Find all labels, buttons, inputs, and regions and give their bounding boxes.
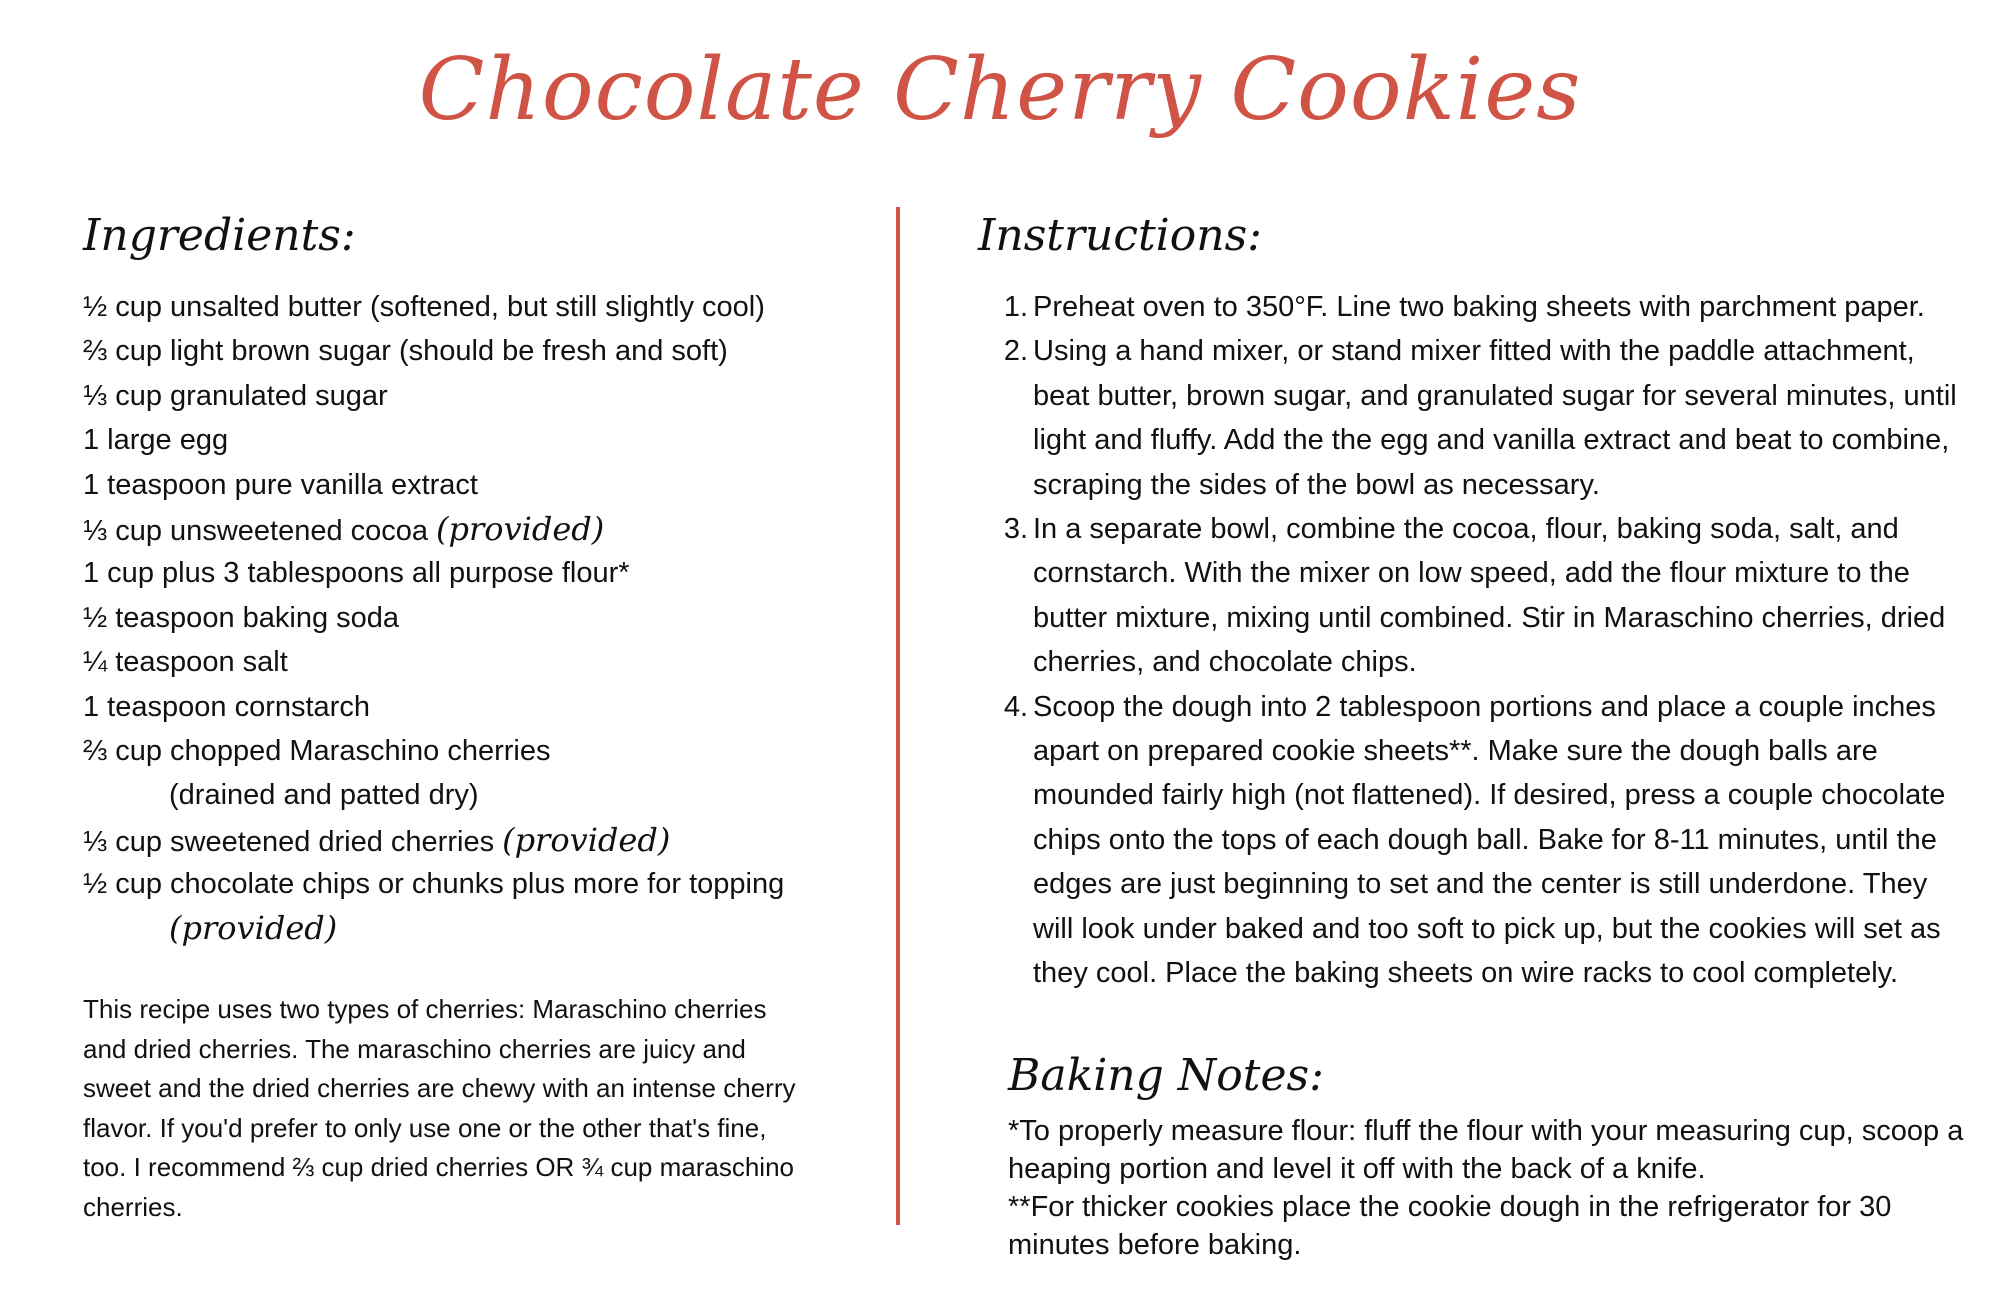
column-divider — [896, 207, 900, 1225]
instruction-step — [990, 285, 1960, 329]
step-number: 3. — [1003, 513, 1028, 546]
instructions-heading: Instructions: — [978, 210, 1262, 261]
baking-note: **For thicker cookies place the cookie dough in the refrigerator for 30 minutes before baking. — [1008, 1191, 1892, 1261]
ingredient-item: ⅔ cup light brown sugar (should be fresh and soft) — [83, 335, 728, 368]
ingredient-item: ½ cup unsalted butter (softened, but still slightly cool) — [83, 291, 765, 323]
baking-notes-heading: Baking Notes: — [1008, 1050, 1324, 1101]
provided-note: (provided) — [169, 909, 338, 948]
ingredient-item: ⅓ cup unsweetened cocoa (provided) — [83, 509, 605, 548]
ingredients-heading: Ingredients: — [83, 210, 356, 261]
ingredient-item-continued — [83, 906, 784, 950]
step-text: Scoop the dough into 2 tablespoon portions and place a couple inches apart on prepared cookie sheets**. Make sure the dough balls are mounded fairly high (not flattened). If desired, press a couple chocolate chips onto the tops of each dough ball. Bake for 8-11 minutes, until the edges are just beginning to set and the center is still underdone. They will look under baked and too soft to pick up, but the cookies will set as they cool. Place the baking sheets on wire racks to cool completely. — [1033, 690, 1946, 990]
ingredient-item: 1 large egg — [83, 424, 229, 457]
ingredient-item: ¼ teaspoon salt — [83, 646, 288, 679]
ingredient-item: ⅔ cup chopped Maraschino cherries — [83, 734, 551, 767]
step-text: In a separate bowl, combine the cocoa, flour, baking soda, salt, and cornstarch. With the mixer on low speed, add the flour mixture to the butter mixture, mixing until combined. Stir in Maraschino cherries, dried cherries, and chocolate chips. — [1033, 513, 1946, 679]
ingredient-item: 1 teaspoon pure vanilla extract — [83, 468, 478, 501]
ingredient-item: ⅓ cup granulated sugar — [83, 379, 388, 412]
provided-note: (provided) — [436, 509, 605, 548]
ingredient-item-continued: (drained and patted dry) — [169, 779, 479, 812]
provided-note: (provided) — [502, 820, 671, 859]
step-number: 4. — [1003, 690, 1028, 723]
baking-notes — [1008, 1112, 1968, 1264]
instruction-step — [990, 329, 1960, 507]
ingredient-item: ½ cup chocolate chips or chunks plus more for topping — [83, 868, 785, 901]
instruction-step — [990, 507, 1960, 685]
step-number: 1. — [1003, 291, 1028, 323]
ingredients-list — [83, 285, 784, 951]
ingredient-item: ⅓ cup sweetened dried cherries (provided) — [83, 820, 671, 859]
step-number: 2. — [1003, 335, 1028, 368]
instruction-step — [990, 685, 1960, 996]
ingredient-item: 1 cup plus 3 tablespoons all purpose flour* — [83, 557, 630, 590]
step-text: Preheat oven to 350°F. Line two baking sheets with parchment paper. — [1033, 291, 1925, 323]
instructions-list — [990, 285, 1960, 996]
step-text: Using a hand mixer, or stand mixer fitted with the paddle attachment, beat butter, brown sugar, and granulated sugar for several minutes, until light and fluffy. Add the the egg and vanilla extract and beat to combine, scraping the sides of the bowl as necessary. — [1033, 335, 1957, 501]
ingredient-item: ½ teaspoon baking soda — [83, 601, 400, 634]
cherry-note: This recipe uses two types of cherries: Maraschino cherries and dried cherries. The maraschino cherries are juicy and sweet and the dried cherries are chewy with an intense cherry flavor. If you'd prefer to only use one or the other that's fine, too. I recommend ⅔ cup dried cherries OR ¾ cup maraschino cherries. — [83, 994, 796, 1222]
baking-note: *To properly measure flour: fluff the flour with your measuring cup, scoop a heaping portion and level it off with the back of a knife. — [1008, 1115, 1964, 1185]
recipe-title: Chocolate Cherry Cookies — [418, 40, 1582, 140]
ingredient-item: 1 teaspoon cornstarch — [83, 690, 370, 723]
